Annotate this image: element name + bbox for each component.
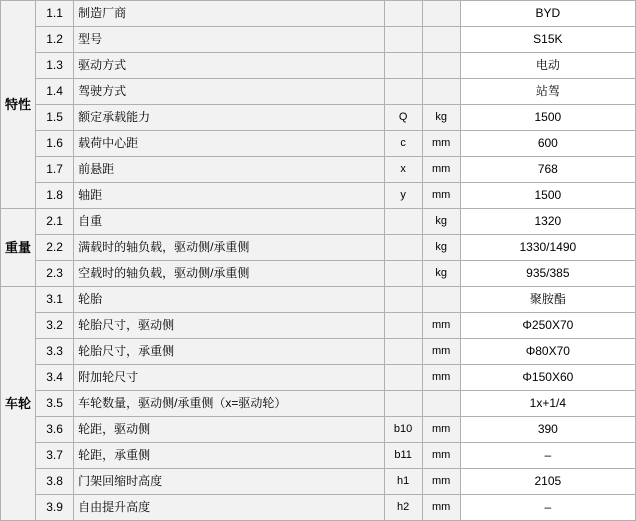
row-unit [422,391,460,417]
row-label: 制造厂商 [74,1,384,27]
row-unit: mm [422,417,460,443]
group-cell-wheels: 车轮 [1,287,36,521]
row-unit: kg [422,235,460,261]
group-cell-characteristics: 特性 [1,1,36,209]
row-label: 自重 [74,209,384,235]
row-number: 3.3 [36,339,74,365]
row-unit: mm [422,469,460,495]
row-value: 390 [460,417,635,443]
row-symbol: b11 [384,443,422,469]
row-number: 3.1 [36,287,74,313]
row-value: Φ150X60 [460,365,635,391]
table-row [1,313,636,339]
table-row [1,235,636,261]
row-unit: mm [422,495,460,521]
row-label: 车轮数量，驱动侧/承重侧（x=驱动轮） [74,391,384,417]
row-value: 电动 [460,53,635,79]
row-number: 2.2 [36,235,74,261]
table-row [1,105,636,131]
row-unit [422,1,460,27]
row-number: 3.4 [36,365,74,391]
row-value: 1500 [460,105,635,131]
row-value: 1330/1490 [460,235,635,261]
row-number: 1.4 [36,79,74,105]
row-value: 2105 [460,469,635,495]
row-unit: mm [422,339,460,365]
row-number: 2.3 [36,261,74,287]
row-number: 3.6 [36,417,74,443]
row-value: Φ80X70 [460,339,635,365]
row-label: 额定承载能力 [74,105,384,131]
row-unit [422,53,460,79]
row-symbol [384,365,422,391]
row-unit [422,79,460,105]
row-value: 768 [460,157,635,183]
row-value: 聚胺酯 [460,287,635,313]
row-label: 载荷中心距 [74,131,384,157]
table-row [1,183,636,209]
row-symbol [384,261,422,287]
row-label: 空载时的轴负载，驱动侧/承重侧 [74,261,384,287]
row-value: BYD [460,1,635,27]
row-symbol: h1 [384,469,422,495]
row-value: Φ250X70 [460,313,635,339]
row-symbol [384,391,422,417]
row-unit: mm [422,183,460,209]
row-symbol: x [384,157,422,183]
row-label: 附加轮尺寸 [74,365,384,391]
row-label: 自由提升高度 [74,495,384,521]
row-unit: mm [422,313,460,339]
table-row [1,27,636,53]
row-number: 3.2 [36,313,74,339]
row-unit: mm [422,443,460,469]
row-label: 型号 [74,27,384,53]
row-number: 3.7 [36,443,74,469]
table-row [1,287,636,313]
row-symbol [384,287,422,313]
row-unit: mm [422,131,460,157]
row-symbol [384,79,422,105]
row-symbol [384,235,422,261]
row-value: 1320 [460,209,635,235]
table-row [1,417,636,443]
row-value: 935/385 [460,261,635,287]
row-symbol [384,1,422,27]
row-label: 驱动方式 [74,53,384,79]
table-row [1,443,636,469]
row-symbol [384,27,422,53]
row-unit: mm [422,365,460,391]
row-number: 2.1 [36,209,74,235]
row-symbol [384,53,422,79]
table-body [1,1,636,521]
row-label: 轮胎尺寸，驱动侧 [74,313,384,339]
row-number: 1.8 [36,183,74,209]
table-row [1,365,636,391]
row-label: 轮胎 [74,287,384,313]
table-row [1,157,636,183]
row-symbol: Q [384,105,422,131]
row-label: 驾驶方式 [74,79,384,105]
table-row [1,1,636,27]
row-value: S15K [460,27,635,53]
row-label: 轮距，承重侧 [74,443,384,469]
row-symbol: c [384,131,422,157]
row-number: 1.2 [36,27,74,53]
row-number: 1.6 [36,131,74,157]
row-unit [422,287,460,313]
row-value: – [460,443,635,469]
row-label: 轴距 [74,183,384,209]
table-row [1,261,636,287]
row-symbol [384,339,422,365]
table-row [1,209,636,235]
row-symbol: y [384,183,422,209]
row-number: 1.3 [36,53,74,79]
row-number: 1.1 [36,1,74,27]
table-row [1,339,636,365]
row-label: 满载时的轴负载，驱动侧/承重侧 [74,235,384,261]
row-symbol: h2 [384,495,422,521]
row-unit [422,27,460,53]
table-row [1,495,636,521]
row-number: 3.9 [36,495,74,521]
row-value: 站驾 [460,79,635,105]
row-label: 门架回缩时高度 [74,469,384,495]
row-symbol [384,313,422,339]
row-unit: kg [422,105,460,131]
row-symbol [384,209,422,235]
group-cell-weight: 重量 [1,209,36,287]
row-unit: kg [422,209,460,235]
table-row [1,131,636,157]
table-row [1,391,636,417]
table-row [1,53,636,79]
row-value: 1500 [460,183,635,209]
row-symbol: b10 [384,417,422,443]
row-label: 前悬距 [74,157,384,183]
row-value: – [460,495,635,521]
row-unit: kg [422,261,460,287]
row-label: 轮距，驱动侧 [74,417,384,443]
row-value: 600 [460,131,635,157]
row-label: 轮胎尺寸，承重侧 [74,339,384,365]
table-row [1,79,636,105]
row-number: 3.5 [36,391,74,417]
row-number: 3.8 [36,469,74,495]
row-value: 1x+1/4 [460,391,635,417]
row-unit: mm [422,157,460,183]
row-number: 1.7 [36,157,74,183]
row-number: 1.5 [36,105,74,131]
